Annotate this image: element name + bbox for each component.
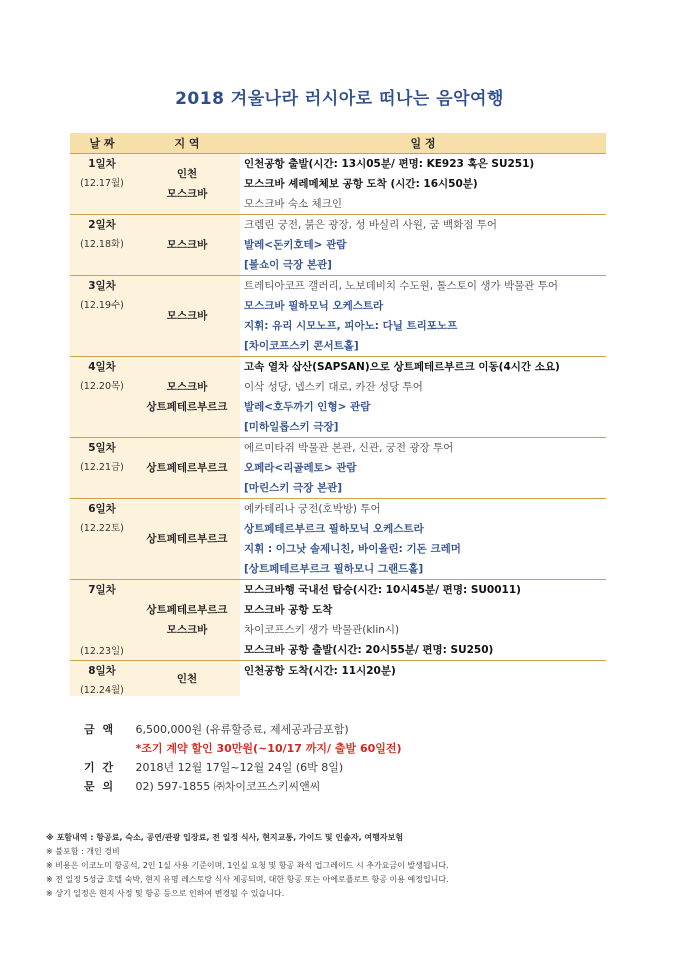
discount-note: *조기 계약 할인 30만원(~10/17 까지/ 출발 60일전) <box>135 742 402 755</box>
header-date: 날 짜 <box>70 133 134 154</box>
region-cell <box>134 276 240 357</box>
contact-row <box>84 777 604 796</box>
page-title: 2018 겨울나라 러시아로 떠나는 음악여행 <box>175 89 504 109</box>
schedule-line: 이삭 성당, 넵스키 대로, 카잔 성당 투어 <box>244 381 423 393</box>
region-name: 인천 <box>176 168 198 180</box>
day-row <box>70 154 606 215</box>
day-cell <box>70 357 134 438</box>
region-name: 인천 <box>176 672 198 685</box>
schedule-cell <box>240 276 606 357</box>
region-name: 모스크바 <box>166 239 208 251</box>
discount-row <box>84 739 604 758</box>
day-label: 1일차 <box>88 158 116 170</box>
region-name: 모스크바 <box>166 624 208 636</box>
region-cell <box>134 215 240 276</box>
schedule-cell <box>240 499 606 580</box>
region-name: 모스크바 <box>166 310 208 322</box>
schedule-line: 에르미타쥐 박물관 본관, 신관, 궁전 광장 투어 <box>244 442 454 454</box>
schedule-line: [상트페테르부르크 필하모니 그랜드홀] <box>244 563 424 575</box>
day-date: (12.20목) <box>80 381 124 392</box>
day-date: (12.22토) <box>80 523 124 534</box>
day-date: (12.21금) <box>80 462 124 473</box>
region-cell <box>134 438 240 499</box>
region-name: 상트페테르부르크 <box>146 462 228 474</box>
schedule-line: 예카테리나 궁전(호박방) 투어 <box>244 503 381 515</box>
itinerary-body <box>70 154 606 697</box>
day-row <box>70 580 606 661</box>
region-cell <box>134 357 240 438</box>
period-value: 2018년 12월 17일~12월 24일 (6박 8일) <box>135 761 344 774</box>
schedule-line: 차이코프스키 생가 박물관(klin시) <box>244 624 400 636</box>
day-cell <box>70 580 134 661</box>
region-name: 모스크바 <box>166 381 208 393</box>
note-line: ※ 비용은 이코노미 항공석, 2인 1실 사용 기준이며, 1인실 요청 및 항공 좌석 업그레이드 시 추가요금이 발생됩니다. <box>46 861 449 870</box>
schedule-line: [마린스키 극장 본관] <box>244 482 343 494</box>
region-cell <box>134 580 240 661</box>
region-name: 상트페테르부르크 <box>146 401 228 413</box>
schedule-line: 고속 열차 삽산(SAPSAN)으로 상트페테르부르크 이동(4시간 소요) <box>244 361 560 373</box>
note-line: ※ 전 일정 5성급 호텔 숙박, 현지 유명 레스토랑 식사 제공되며, 대한 항공 또는 아에로플로트 항공 이용 예정입니다. <box>46 875 449 884</box>
schedule-line: 발레<호두까기 인형> 관람 <box>244 401 371 413</box>
note-line: ※ 불포함 : 개인 경비 <box>46 847 120 856</box>
region-name: 상트페테르부르크 <box>146 533 228 545</box>
schedule-line: 오페라<리골레토> 관람 <box>244 462 357 474</box>
schedule-line: [볼쇼이 극장 본관] <box>244 259 332 271</box>
region-name: 모스크바 <box>166 188 208 200</box>
region-name: 상트페테르부르크 <box>146 604 228 616</box>
schedule-cell <box>240 215 606 276</box>
day-label: 4일차 <box>88 361 116 373</box>
contact-label: 문 의 <box>84 780 116 793</box>
day-label: 3일차 <box>88 280 116 292</box>
schedule-line: 모스크바 숙소 체크인 <box>244 198 342 210</box>
day-label: 5일차 <box>88 442 116 454</box>
schedule-line: 지휘 : 이그낫 솔제니친, 바이올린: 기돈 크레머 <box>244 543 461 555</box>
schedule-line: 인천공항 도착(시간: 11시20분) <box>244 665 396 677</box>
schedule-line: 모스크바 필하모닉 오케스트라 <box>244 300 384 312</box>
schedule-line: 상트페테르부르크 필하모닉 오케스트라 <box>244 523 424 535</box>
schedule-line: 모스크바 공항 출발(시간: 20시55분/ 편명: SU250) <box>244 644 494 656</box>
day-label: 6일차 <box>88 503 116 515</box>
schedule-line: [미하일롭스키 극장] <box>244 421 339 433</box>
day-cell <box>70 276 134 357</box>
day-date: (12.24월) <box>80 685 124 696</box>
trip-info <box>84 720 604 796</box>
day-date: (12.23일) <box>80 646 124 657</box>
region-cell <box>134 154 240 215</box>
schedule-line: 크렘린 궁전, 붉은 광장, 성 바실리 사원, 굼 백화점 투어 <box>244 219 498 231</box>
note-line: ※ 상기 일정은 현지 사정 및 항공 등으로 인하여 변경될 수 있습니다. <box>46 889 285 898</box>
schedule-line: 지휘: 유리 시모노프, 피아노: 다닐 트리포노프 <box>244 320 458 332</box>
day-label: 2일차 <box>88 219 116 231</box>
period-label: 기 간 <box>84 761 116 774</box>
day-cell <box>70 499 134 580</box>
day-date: (12.18화) <box>80 239 124 250</box>
schedule-cell <box>240 154 606 215</box>
schedule-cell <box>240 580 606 661</box>
price-label: 금 액 <box>84 723 116 736</box>
schedule-cell <box>240 357 606 438</box>
schedule-line: [차이코프스키 콘서트홀] <box>244 340 359 352</box>
day-row <box>70 357 606 438</box>
schedule-line: 모스크바행 국내선 탑승(시간: 10시45분/ 편명: SU0011) <box>244 584 521 596</box>
header-region: 지 역 <box>134 133 240 154</box>
period-row <box>84 758 604 777</box>
day-cell <box>70 438 134 499</box>
day-row <box>70 661 606 697</box>
region-cell <box>134 499 240 580</box>
price-value: 6,500,000원 (유류할증료, 제세공과금포함) <box>135 723 349 736</box>
day-cell <box>70 215 134 276</box>
schedule-line: 인천공항 출발(시간: 13시05분/ 편명: KE923 혹은 SU251) <box>244 158 535 170</box>
header-schedule: 일 정 <box>240 133 606 154</box>
day-cell <box>70 154 134 215</box>
itinerary-table <box>70 133 606 696</box>
day-row <box>70 276 606 357</box>
price-row <box>84 720 604 739</box>
day-row <box>70 215 606 276</box>
note-line: ※ 포함내역 : 항공료, 숙소, 공연/관광 입장료, 전 일정 식사, 현지교통, 가이드 및 인솔자, 여행자보험 <box>46 833 404 842</box>
day-label: 8일차 <box>88 665 116 677</box>
day-row <box>70 499 606 580</box>
schedule-line: 트레티아코프 갤러리, 노보데비치 수도원, 톨스토이 생가 박물관 투어 <box>244 280 559 292</box>
table-header-row <box>70 133 606 154</box>
schedule-line: 모스크바 셰레메체보 공항 도착 (시간: 16시50분) <box>244 178 478 190</box>
schedule-line: 모스크바 공항 도착 <box>244 604 333 616</box>
day-date: (12.19수) <box>80 300 124 311</box>
notes <box>46 831 646 901</box>
contact-value: 02) 597-1855 ㈜차이코프스키씨앤씨 <box>135 780 321 793</box>
day-row <box>70 438 606 499</box>
region-cell <box>134 661 240 697</box>
schedule-cell <box>240 661 606 697</box>
day-label: 7일차 <box>88 584 116 596</box>
day-cell <box>70 661 134 697</box>
schedule-line: 발레<돈키호테> 관람 <box>244 239 347 251</box>
schedule-cell <box>240 438 606 499</box>
day-date: (12.17월) <box>80 178 124 189</box>
